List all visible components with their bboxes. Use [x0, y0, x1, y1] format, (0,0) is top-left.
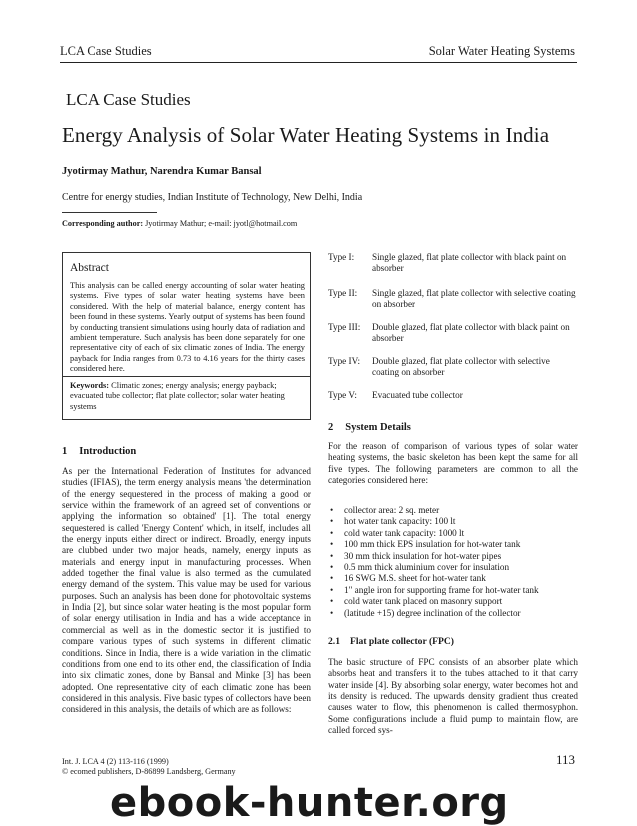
type-text: Single glazed, flat plate collector with selective coating on absorber: [372, 288, 576, 310]
paper-title: Energy Analysis of Solar Water Heating Systems in India: [62, 123, 550, 147]
type-label: Type I:: [328, 252, 355, 262]
type-label: Type IV:: [328, 356, 361, 366]
keywords-label: Keywords:: [70, 381, 110, 390]
list-item: • collector area: 2 sq. meter: [328, 505, 578, 516]
list-item: • (latitude +15) degree inclination of the collector: [328, 608, 578, 619]
list-item: • hot water tank capacity: 100 lt: [328, 516, 578, 527]
running-header-right: Solar Water Heating Systems: [428, 44, 575, 58]
running-header-left: LCA Case Studies: [60, 44, 152, 58]
list-item: • 30 mm thick insulation for hot-water pipes: [328, 551, 578, 562]
introduction-number: 1: [62, 446, 68, 457]
fpc-heading: [328, 636, 454, 647]
list-item: • 100 mm thick EPS insulation for hot-water tank: [328, 539, 578, 550]
fpc-text: The basic structure of FPC consists of an absorber plate which absorbs heat and transfers it to the tubes attached to it that carry water inside [4]. By absorbing solar energy, water becomes hot and its density is reduced. The upwards density gradient thus created causes water to flow, this phenomenon is called thermosyphon. Some configurations include a fluid pump to maintain flow, are called forced sys-: [328, 657, 578, 736]
corresponding-text: Jyotirmay Mathur; e-mail: jyotl@hotmail.com: [145, 219, 298, 228]
abstract-title: Abstract: [70, 262, 109, 274]
page-number: 113: [555, 752, 575, 767]
type-text: Double glazed, flat plate collector with selective coating on absorber: [372, 356, 550, 378]
type-text: Single glazed, flat plate collector with black paint on absorber: [372, 252, 567, 274]
footer-citation: [62, 757, 236, 777]
footer-publisher: © ecomed publishers, D-86899 Landsberg, Germany: [62, 767, 236, 776]
type-text: Double glazed, flat plate collector with black paint on absorber: [372, 322, 570, 344]
keywords-text: Climatic zones; energy analysis; energy payback; evacuated tube collector; flat plate collector; solar water heating systems: [70, 381, 285, 411]
corresponding-author: [62, 219, 297, 228]
parameter-list: [328, 505, 578, 619]
footer-journal: Int. J. LCA 4 (2) 113-116 (1999): [62, 757, 169, 766]
fpc-title: Flat plate collector (FPC): [350, 636, 454, 647]
type-text: Evacuated tube collector: [372, 390, 463, 400]
watermark: ebook-hunter.org: [110, 780, 509, 826]
type-label: Type II:: [328, 288, 358, 298]
introduction-title: Introduction: [79, 446, 137, 457]
list-item: • 16 SWG M.S. sheet for hot-water tank: [328, 573, 578, 584]
system-details-heading: [328, 422, 411, 433]
type-label: Type V:: [328, 390, 357, 400]
list-item: • 0.5 mm thick aluminium cover for insulation: [328, 562, 578, 573]
fpc-number: 2.1: [328, 636, 340, 647]
list-item: • cold water tank placed on masonry support: [328, 596, 578, 607]
list-item: • 1" angle iron for supporting frame for hot-water tank: [328, 585, 578, 596]
introduction-heading: [62, 446, 136, 457]
corresponding-label: Corresponding author:: [62, 219, 144, 228]
list-item: • cold water tank capacity: 1000 lt: [328, 528, 578, 539]
header-divider: [60, 62, 577, 63]
type-label: Type III:: [328, 322, 361, 332]
corresponding-divider: [62, 212, 157, 213]
system-details-number: 2: [328, 422, 334, 433]
abstract-text: This analysis can be called energy accounting of solar water heating systems. Five types of solar water heating systems have been considered. With the help of material balance, energy content has been found in these systems. Yearly output of systems has been found by conducting transient simulations using hourly data of radiation and ambient temperature. Such analysis has been done separately for one representative city of each of six climatic zones of India. The energy payback for India ranges from 0.73 to 4.16 years for the thirty cases considered here.: [70, 281, 305, 374]
introduction-text: As per the International Federation of Institutes for advanced studies (IFIAS), the term energy analysis means 'the determination of the energy sequestered in the process of making a good or service within the framework of an agreed set of conventions or applying the information so obtained' [1]. The total energy sequestered is called 'Energy Content' which, in itself, includes all the energy inputs either direct or indirect. Broadly, energy inputs are clubbed under two major heads, namely, energy inputs as materials and energy input in manufacturing processes. When added together the final value is also termed as the cumulated energy demand of the system. This value may be used for various purposes. Such an analysis has been done for photovoltaic systems in India [2], but since solar water heating is the most popular form of solar energy utilisation in India and has a wide acceptance in commercial as well as in the domestic sector it is justified to compare various types of such systems in different climatic conditions. Since in India, there is a wide variation in the climatic conditions from one end to its other end, the classification of India into six climatic zones, done by Bansal and Minke [3] has been adopted. One representative city of each climatic zone has been considered in this analysis. Five basic types of collectors have been considered in this analysis, the details of which are as follows:: [62, 466, 311, 715]
abstract-divider: [62, 376, 311, 377]
section-title: LCA Case Studies: [66, 90, 191, 109]
system-details-text: For the reason of comparison of various types of solar water heating systems, the basic skeleton has been kept the same for all five types. The following parameters are common to all the categories considered here:: [328, 441, 578, 485]
system-details-title: System Details: [345, 422, 411, 433]
authors: Jyotirmay Mathur, Narendra Kumar Bansal: [62, 166, 262, 177]
keywords: [70, 381, 305, 412]
affiliation: Centre for energy studies, Indian Institute of Technology, New Delhi, India: [62, 192, 363, 203]
